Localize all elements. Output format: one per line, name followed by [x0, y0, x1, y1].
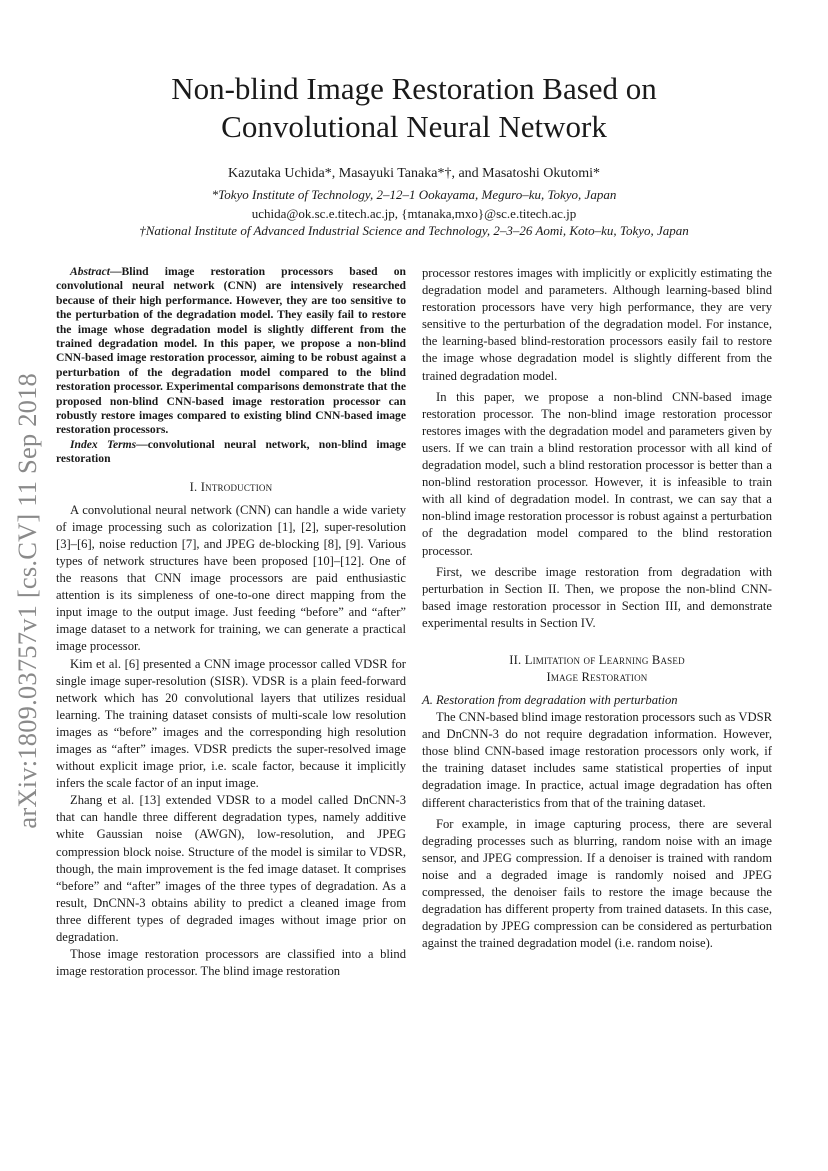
- title-line-2: Convolutional Neural Network: [221, 109, 607, 144]
- affiliation-2: †National Institute of Advanced Industrial Science and Technology, 2–3–26 Aomi, Koto–ku, Tokyo, Japan: [139, 223, 689, 238]
- paper-title: [60, 70, 768, 146]
- body-paragraph: A convolutional neural network (CNN) can handle a wide variety of image processing such as colorization [1], [2], super-resolution [3]–[6], noise reduction [7], and JPEG de-blocking [8], [9]. Various types of network structures have been proposed [10]–[12]. One of the reasons that CNN image processors are paid enthusiastic attention is its simpleness of one-to-one direct mapping from the input image to the output image. Just feeding “before” and “after” image dataset to a network for training, we can generate a practical image processor.: [56, 502, 406, 654]
- right-column: [422, 265, 772, 952]
- author-list: Kazutaka Uchida*, Masayuki Tanaka*†, and Masatoshi Okutomi*: [227, 166, 600, 181]
- affiliation-1: *Tokyo Institute of Technology, 2–12–1 Ookayama, Meguro–ku, Tokyo, Japan: [211, 187, 617, 202]
- abstract-label: Abstract: [70, 265, 110, 278]
- body-paragraph: The CNN-based blind image restoration processors such as VDSR and DnCNN-3 do not require degradation information. However, those blind CNN-based image restoration processors only work, if the training dataset includes same statistical properties of input degradation image. In practice, actual image degradation has often different characteristics from that of the training dataset.: [422, 710, 772, 810]
- section-heading-line-1: II. Limitation of Learning Based: [509, 652, 685, 667]
- body-paragraph: For example, in image capturing process, there are several degrading processes such as blurring, random noise with an image sensor, and JPEG compression. If a denoiser is trained with random noise and a degraded image is randomly noised and JPEG compressed, the denoiser fails to restore the image because the degradation has different property from trained datasets. In this case, degradation by JPEG compression can be considered as perturbation against the trained degradation model (i.e. random noise).: [422, 816, 772, 951]
- author-emails: uchida@ok.sc.e.titech.ac.jp, {mtanaka,mxo}@sc.e.titech.ac.jp: [251, 206, 577, 221]
- arxiv-stamp: arXiv:1809.03757v1 [cs.CV] 11 Sep 2018: [11, 373, 42, 829]
- section-heading-limitation: [422, 652, 772, 686]
- abstract-paragraph: [56, 265, 406, 438]
- body-paragraph: In this paper, we propose a non-blind CNN-based image restoration processor. The non-blind image restoration processor restores images with the degradation model and parameters given by users. If we can train a blind restoration processor with all kind of degradation model, such a blind restoration processor is better than a non-blind restoration processor. However, it is infeasible to train with all kind of degradation model. In contrast, we can say that a non-blind image restoration processor is robust against a perturbation of the degradation model compared to the blind restoration processor.: [422, 389, 772, 558]
- body-paragraph: processor restores images with implicitly or explicitly estimating the degradation model and parameters. Although learning-based blind restoration processors have very high performance, they are very sensitive to the perturbation of the degradation model. For instance, the learning-based blind-restoration processors easily fail to restore the image whose degradation model is slightly different from the trained degradation model.: [422, 266, 772, 383]
- abstract-text: —Blind image restoration processors based on convolutional neural network (CNN) are intensively researched because of their high performance. However, they are too sensitive to the perturbation of the degradation model. They easily fail to restore the image whose degradation model is slightly different from the trained degradation model. In this paper, we propose a non-blind CNN-based image restoration processor, aiming to be robust against a perturbation of the degradation model compared to the blind restoration processor. Experimental comparisons demonstrate that the proposed non-blind CNN-based image restoration processor can robustly restore images compared to existing blind CNN-based image restoration processors.: [56, 265, 406, 437]
- section-heading-line-2: Image Restoration: [546, 669, 648, 684]
- body-paragraph: First, we describe image restoration from degradation with perturbation in Section II. Then, we propose the non-blind CNN-based image restoration processor in Section III, and demonstrate experimental results in Section IV.: [422, 564, 772, 630]
- body-paragraph: Zhang et al. [13] extended VDSR to a model called DnCNN-3 that can handle three different degradation types, namely additive white Gaussian noise (AWGN), low-resolution, and JPEG compression block noise. Structure of the model is similar to VDSR, though, the main improvement is the fed image dataset. It comprises “before” and “after” images of the three types of degradation. As a result, DnCNN-3 obtains ability to predict a cleaned image from three different types of degraded images without image prior on degradation.: [56, 793, 406, 945]
- section-heading-introduction: I. Introduction: [189, 479, 273, 494]
- abstract: [56, 265, 406, 467]
- index-terms-label: Index Terms: [70, 437, 137, 451]
- body-paragraph: Kim et al. [6] presented a CNN image processor called VDSR for single image super-resolution (SISR). VDSR is a plain feed-forward network which has 20 convolutional layers that utilizes residual learning. The training dataset consists of multi-scale low resolution images as “before” images and the corresponding high resolution images as “after” images. VDSR predicts the super-resolved image without explicit image prior, i.e. scale factor, because it implicitly infers the scale factor of an input image.: [56, 656, 406, 791]
- subsection-heading: A. Restoration from degradation with perturbation: [422, 692, 678, 707]
- left-column: [56, 265, 406, 980]
- body-paragraph: Those image restoration processors are classified into a blind image restoration processor. The blind image restoration: [56, 947, 406, 979]
- index-terms: [56, 438, 406, 467]
- title-line-1: Non-blind Image Restoration Based on: [171, 71, 657, 106]
- index-terms-text: —convolutional neural network, non-blind image restoration: [56, 437, 406, 466]
